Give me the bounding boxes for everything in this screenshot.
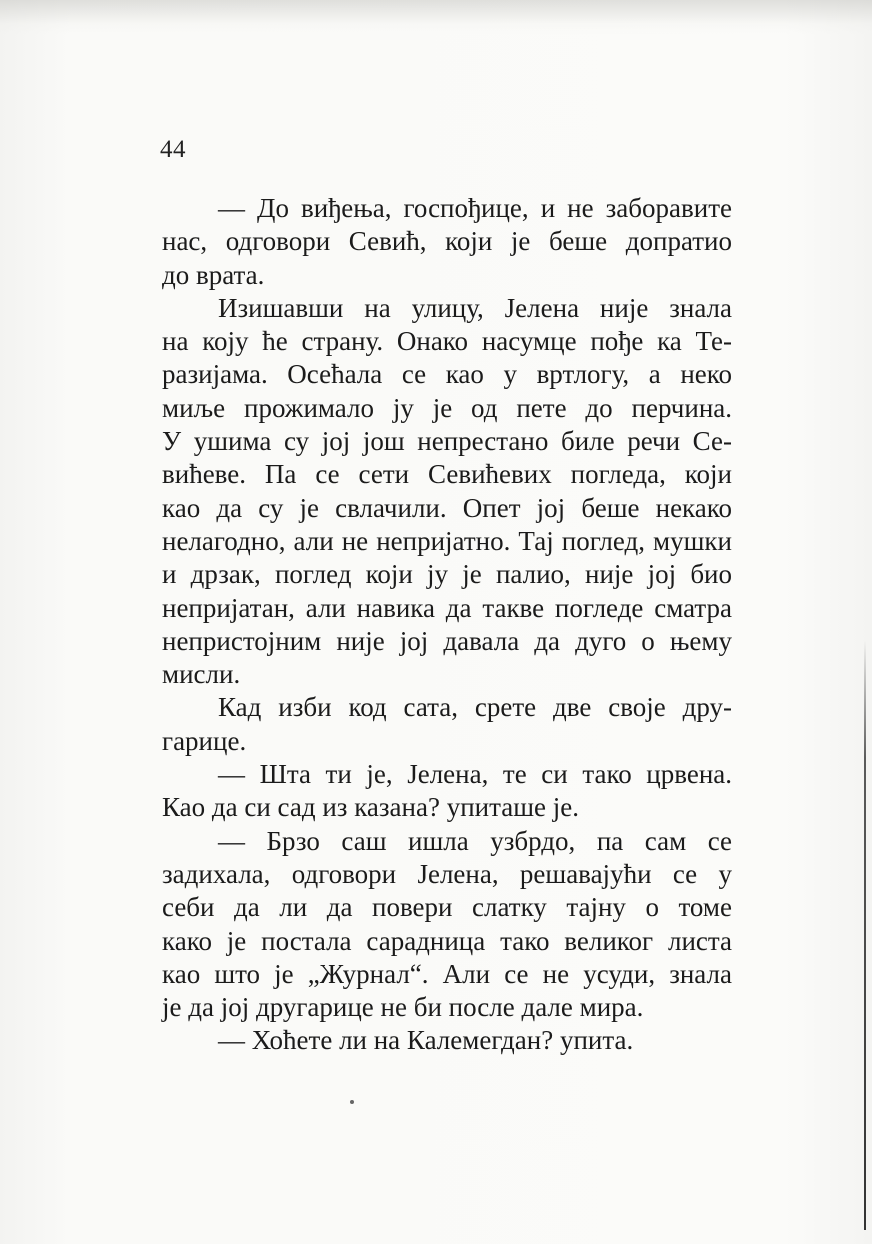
- paragraph: [162, 292, 732, 692]
- text-line: вићеве. Па се сети Севићевих погледа, који: [162, 459, 732, 490]
- paragraph: [162, 691, 732, 758]
- text-line: као што је „Журнал“. Али се не усуди, знала: [162, 958, 732, 989]
- text-line: мисли.: [162, 659, 241, 690]
- paragraph: [162, 1024, 732, 1057]
- text-line: на коју ће страну. Онако насумце пође ка Те-: [162, 326, 732, 357]
- text-line: непристојним није јој давала да дуго о њему: [162, 625, 732, 656]
- text-line: и дрзак, поглед који ју је палио, није јој био: [162, 559, 732, 590]
- text-line: — До виђења, госпођице, и не заборавите: [218, 193, 732, 223]
- paragraph: [162, 758, 732, 825]
- text-line: себи да ли да повери слатку тајну о томе: [162, 892, 732, 923]
- scan-top-shadow: [0, 0, 872, 34]
- body-text: [162, 192, 732, 1058]
- text-line: нас, одговори Севић, који је беше допратио: [162, 226, 732, 257]
- text-line: гарице.: [162, 725, 247, 756]
- page-number: 44: [160, 136, 186, 163]
- text-line: непријатан, али навика да такве погледе сматра: [162, 592, 732, 623]
- text-line: нелагодно, али не непријатно. Тај поглед, мушки: [162, 525, 732, 556]
- text-line: У ушима су јој још непрестано биле речи Се-: [162, 426, 732, 457]
- text-line: како је постала сарадница тако великог листа: [162, 925, 732, 956]
- page-edge-line: [864, 640, 866, 1230]
- text-line: до врата.: [162, 259, 265, 290]
- text-line: — Хоћете ли на Калемегдан? упита.: [218, 1025, 634, 1056]
- text-line: разијама. Осећала се као у вртлогу, а неко: [162, 359, 732, 390]
- text-line: Као да си сад из казана? упиташе је.: [162, 792, 579, 823]
- text-line: задихала, одговори Јелена, решавајући се у: [162, 858, 732, 889]
- text-line: је да јој другарице не би после дале мира.: [162, 992, 644, 1023]
- text-line: — Шта ти је, Јелена, те си тако црвена.: [218, 759, 732, 790]
- paragraph: [162, 825, 732, 1025]
- paragraph: [162, 192, 732, 292]
- text-line: као да су је свлачили. Опет јој беше некако: [162, 492, 732, 523]
- text-line: Кад изби код сата, срете две своје дру-: [218, 692, 732, 723]
- text-line: миље прожимало ју је од пете до перчина.: [162, 392, 732, 423]
- ink-speck: [350, 1100, 354, 1104]
- text-line: Изишавши на улицу, Јелена није знала: [218, 292, 732, 323]
- text-line: — Брзо саш ишла узбрдо, па сам се: [218, 825, 732, 856]
